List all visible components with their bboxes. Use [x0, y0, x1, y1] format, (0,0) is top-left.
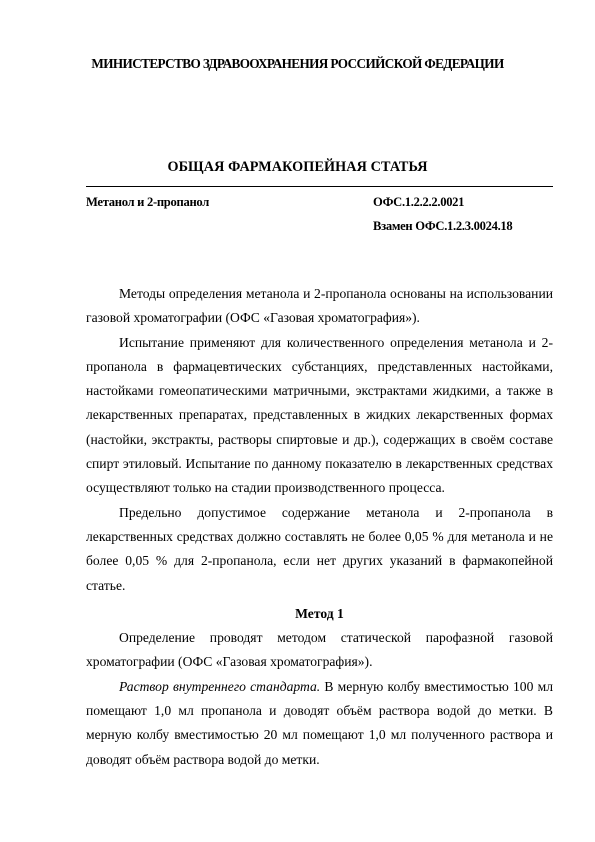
solution-text: В мерную колбу вместимостью 100 мл помещают 1,0 мл пропанола и доводят объём раствора водой до метки. В мерную колбу вместимостью 20 мл помещают 1,0 мл полученного раствора и доводят объём раствора водой до метки.: [86, 678, 553, 767]
title-divider: [86, 186, 553, 187]
method-1-solution-paragraph: [86, 675, 553, 772]
article-name: Метанол и 2-пропанол: [86, 195, 210, 209]
method-1-intro: Определение проводят методом статической парофазной газовой хроматографии (ОФС «Газовая хроматография»).: [86, 630, 553, 670]
method-1-heading: Метод 1: [295, 605, 344, 621]
article-code: ОФС.1.2.2.2.0021: [373, 195, 465, 209]
paragraph-limits: Предельно допустимое содержание метанола и 2-пропанола в лекарственных средствах должно составлять не более 0,05 % для метанола и не более 0,05 % для 2-пропанола, если нет других указаний в фармакопейной статье.: [86, 504, 553, 593]
article-replaces: Взамен ОФС.1.2.3.0024.18: [373, 219, 513, 233]
solution-label: Раствор внутреннего стандарта.: [119, 678, 321, 694]
document-body: [86, 282, 553, 772]
paragraph-scope: Испытание применяют для количественного определения метанола и 2-пропанола в фармацевтических субстанциях, представленных настойками, настойками гомеопатическими матричными, экстрактами жидкими, а также в лекарственных препаратах, представленных в жидких лекарственных формах (настойки, экстракты, растворы спиртовые и др.), содержащих в своём составе спирт этиловый. Испытание по данному показателю в лекарственных средствах осуществляют только на стадии производственного процесса.: [86, 334, 553, 496]
ministry-heading: МИНИСТЕРСТВО ЗДРАВООХРАНЕНИЯ РОССИЙСКОЙ ФЕДЕРАЦИИ: [91, 56, 504, 71]
document-title: ОБЩАЯ ФАРМАКОПЕЙНАЯ СТАТЬЯ: [167, 159, 428, 175]
paragraph-methods: Методы определения метанола и 2-пропанола основаны на использовании газовой хроматографии (ОФС «Газовая хроматография»).: [86, 286, 553, 326]
